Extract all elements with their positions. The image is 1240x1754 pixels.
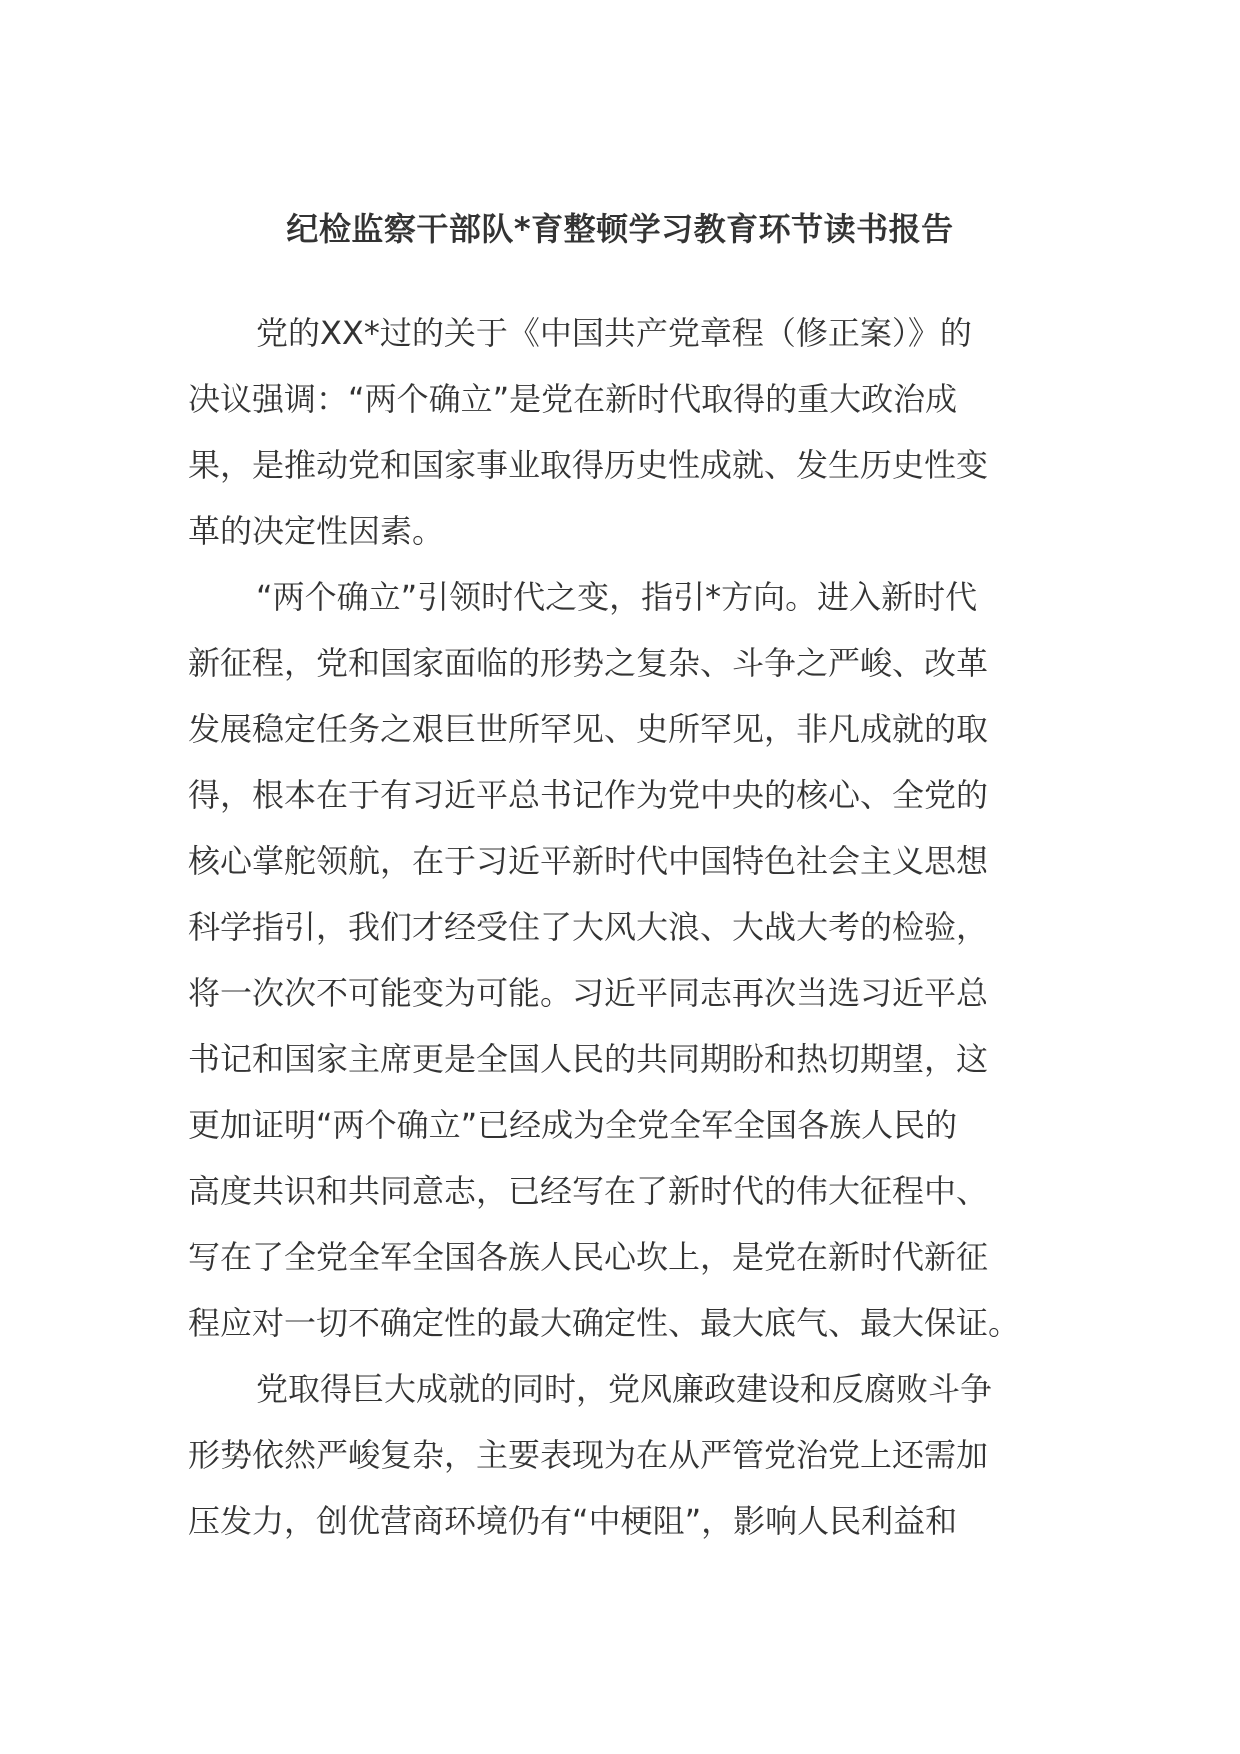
paragraph-2-line-2: 新征程，党和国家面临的形势之复杂、斗争之严峻、改革	[188, 644, 989, 682]
document-body	[188, 300, 1240, 1554]
paragraph-2-line-8: 书记和国家主席更是全国人民的共同期盼和热切期望，这	[188, 1040, 989, 1078]
paragraph-2-line-1: “两个确立”引领时代之变，指引*方向。进入新时代	[256, 578, 978, 616]
paragraph-2-line-7: 将一次次不可能变为可能。习近平同志再次当选习近平总	[188, 974, 989, 1012]
paragraph-1-line-4: 革的决定性因素。	[188, 512, 445, 550]
paragraph-3-line-2: 形势依然严峻复杂，主要表现为在从严管党治党上还需加	[188, 1436, 989, 1474]
paragraph-2-line-4: 得，根本在于有习近平总书记作为党中央的核心、全党的	[188, 776, 989, 814]
paragraph-1-line-3: 果，是推动党和国家事业取得历史性成就、发生历史性变	[188, 446, 989, 484]
paragraph-2-line-3: 发展稳定任务之艰巨世所罕见、史所罕见，非凡成就的取	[188, 710, 989, 748]
paragraph-2-line-11: 写在了全党全军全国各族人民心坎上，是党在新时代新征	[188, 1238, 989, 1276]
paragraph-3-line-1: 党取得巨大成就的同时，党风廉政建设和反腐败斗争	[256, 1370, 993, 1408]
paragraph-2-line-6: 科学指引，我们才经受住了大风大浪、大战大考的检验，	[188, 908, 989, 946]
paragraph-3-line-3: 压发力，创优营商环境仍有“中梗阻”，影响人民利益和	[188, 1502, 958, 1540]
paragraph-2-line-12: 程应对一切不确定性的最大确定性、最大底气、最大保证。	[188, 1304, 1021, 1342]
paragraph-1-line-2: 决议强调：“两个确立”是党在新时代取得的重大政治成	[188, 380, 958, 418]
document-title: 纪检监察干部队*育整顿学习教育环节读书报告	[286, 210, 954, 248]
paragraph-2-line-9: 更加证明“两个确立”已经成为全党全军全国各族人民的	[188, 1106, 958, 1144]
paragraph-2-line-5: 核心掌舵领航，在于习近平新时代中国特色社会主义思想	[188, 842, 989, 880]
paragraph-2-line-10: 高度共识和共同意志，已经写在了新时代的伟大征程中、	[188, 1172, 989, 1210]
paragraph-1-line-1: 党的XX*过的关于《中国共产党章程（修正案）》的	[256, 314, 972, 352]
